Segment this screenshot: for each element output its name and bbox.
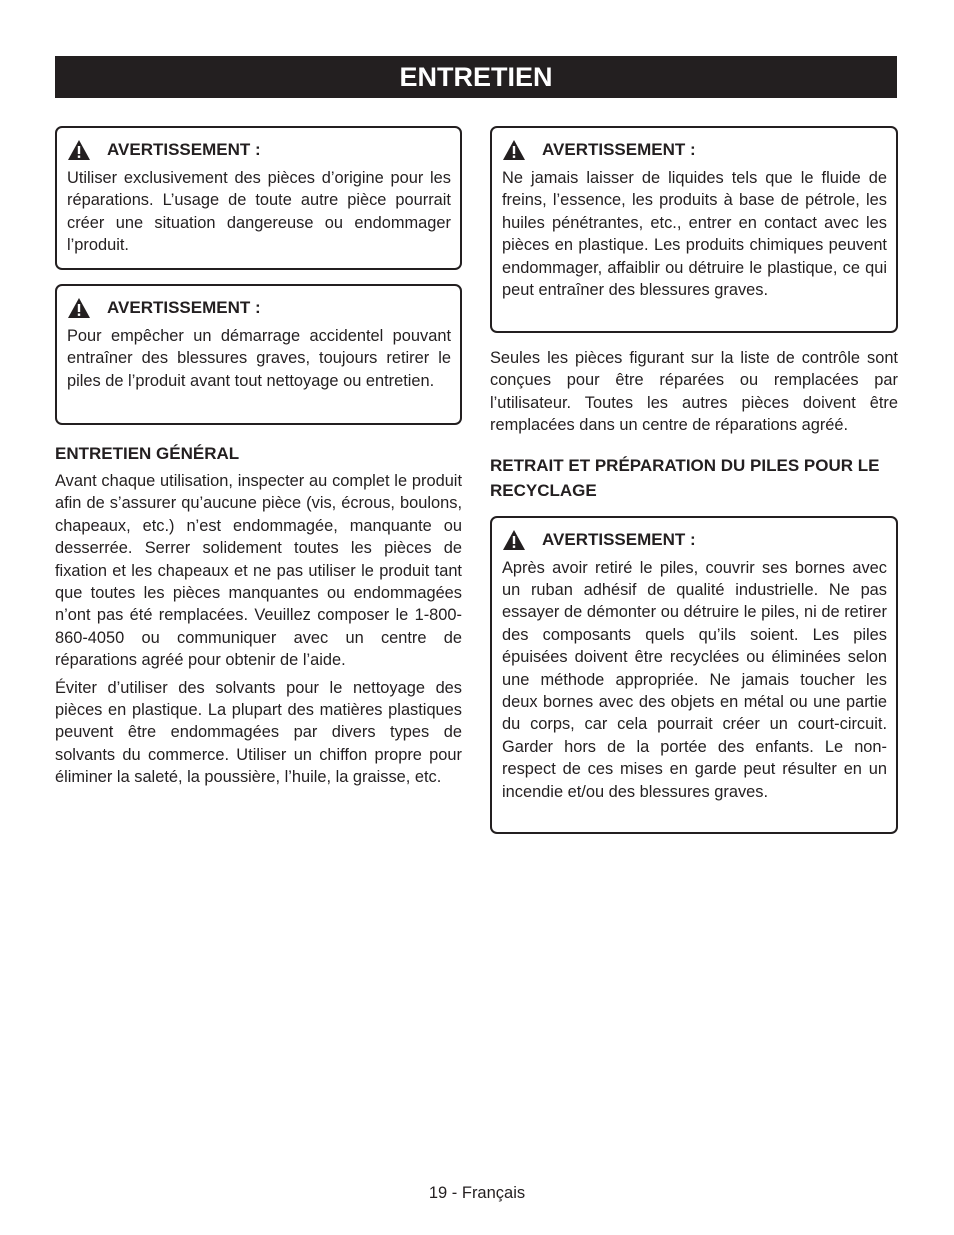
warning-box-liquids: [490, 126, 898, 333]
warning-header: [502, 137, 887, 163]
warning-triangle-icon: [67, 139, 91, 161]
warning-box-genuine-parts: [55, 126, 462, 270]
warning-text: Utiliser exclusivement des pièces d’origine pour les réparations. L’usage de toute autre pièce pourrait créer une situation dangereuse ou endommager l’produit.: [67, 169, 451, 255]
warning-box-battery-recycling: [490, 516, 898, 834]
warning-label: AVERTISSEMENT :: [542, 140, 696, 159]
general-maintenance-paragraph-2: Éviter d’utiliser des solvants pour le nettoyage des pièces en plastique. La plupart des matières plastiques peuvent être endommagées par divers types de solvants du commerce. Utiliser un chiffon propre pour éliminer la saleté, la poussière, l’huile, la graisse, etc.: [55, 678, 462, 787]
warning-header: [67, 295, 451, 321]
warning-box-remove-battery: [55, 284, 462, 425]
warning-triangle-icon: [502, 529, 526, 551]
left-column: [55, 126, 462, 789]
warning-label: AVERTISSEMENT :: [107, 298, 261, 317]
warning-text: Ne jamais laisser de liquides tels que le fluide de freins, l’essence, les produits à base de pétrole, les huiles pénétrantes, etc., entrer en contact avec les pièces en plastique. Les produits chimiques peuvent endommager, affaiblir ou détruire le plastique, ce qui peut entraîner des blessures graves.: [502, 169, 887, 300]
section-heading-battery-recycling: RETRAIT ET PRÉPARATION DU PILES POUR LE RECYCLAGE: [490, 455, 880, 500]
warning-header: [67, 137, 451, 163]
general-maintenance-paragraph-1: Avant chaque utilisation, inspecter au complet le produit afin de s’assurer qu’aucune pièce (vis, écrous, boulons, chapeaux, etc.) n’est endommagée, manquante ou desserrée. Serrer solidement toutes les pièces de fixation et les chapeaux et ne pas utiliser le produit tant que toutes les pièces manquantes ou endommagées n’ont pas été remplacées. Veuillez composer le 1-800-860-4050 ou communiquer avec un centre de réparations agréé pour obtenir de l’aide.: [55, 472, 462, 670]
warning-text: Après avoir retiré le piles, couvrir ses bornes avec un ruban adhésif de qualité industrielle. Ne pas essayer de démonter ou détruire le piles, ni de retirer des composants quels qu’ils soient. Les piles épuisées doivent être recyclées ou éliminées selon une méthode appropriée. Ne jamais toucher les deux bornes avec des objets en métal ou une partie du corps, car cela pourrait créer un court-circuit. Garder hors de la portée des enfants. Le non-respect de ces mises en garde peut résulter en un incendie et/ou des blessures graves.: [502, 558, 887, 801]
warning-triangle-icon: [67, 297, 91, 319]
user-serviceable-parts-paragraph: Seules les pièces figurant sur la liste de contrôle sont conçues pour être réparées ou remplacées par l’utilisateur. Toutes les autres pièces doivent être remplacées dans un centre de réparations agréé.: [490, 349, 898, 435]
right-column: [490, 126, 898, 848]
warning-label: AVERTISSEMENT :: [107, 140, 261, 159]
page-footer: 19 - Français: [428, 1184, 526, 1202]
section-heading-general-maintenance: ENTRETIEN GÉNÉRAL: [55, 444, 240, 463]
warning-triangle-icon: [502, 139, 526, 161]
warning-label: AVERTISSEMENT :: [542, 529, 696, 549]
page-title: ENTRETIEN: [55, 56, 897, 98]
warning-header: [502, 527, 887, 553]
warning-text: Pour empêcher un démarrage accidentel pouvant entraîner des blessures graves, toujours retirer le piles de l’produit avant tout nettoyage ou entretien.: [67, 327, 451, 390]
